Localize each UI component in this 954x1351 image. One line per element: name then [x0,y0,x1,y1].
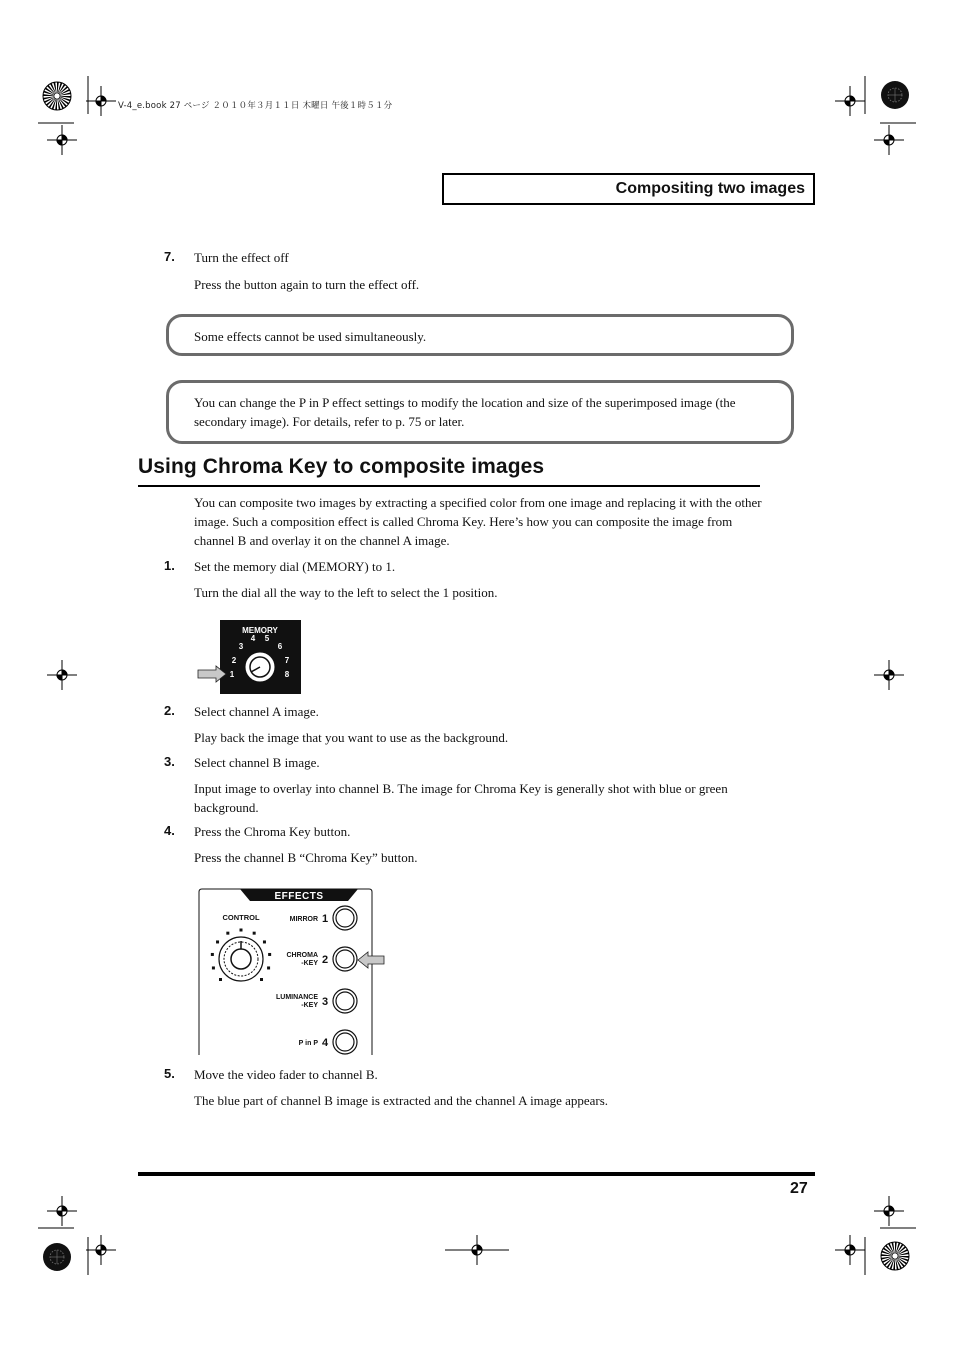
starburst-target-icon [880,1241,910,1271]
crosshair-icon [874,660,904,690]
effect-button-number: 2 [321,954,329,966]
step-body: The blue part of channel B image is extracted and the channel A image appears. [194,1093,609,1108]
dial-position-label: 3 [238,642,244,651]
effect-button-3[interactable] [276,989,357,1013]
step-body: Turn the dial all the way to the left to select the 1 position. [194,585,498,600]
knob-tick [212,966,215,969]
print-mark-text: V-4_e.book 27 ページ ２０１０年３月１１日 木曜日 午後１時５１分 [118,101,393,111]
page-number: 27 [790,1180,808,1197]
note-box [166,380,794,444]
solid-target-icon [42,1242,72,1272]
solid-target-icon [880,80,910,110]
memory-dial-illustration [196,620,306,696]
step-title: Turn the effect off [194,250,289,265]
knob-tick [226,932,229,935]
step-body: Play back the image that you want to use as the background. [194,730,509,745]
step-body: Press the button again to turn the effect off. [194,277,420,292]
intro-paragraph: You can composite two images by extracting a specified color from one image and replacing it with the other image. Such a composition effect is called Chroma Key. Here’s how you can composite the image from channel B and overlay it on the channel A image. [194,495,762,548]
effect-button-number: 4 [321,1037,329,1049]
knob-tick [253,932,256,935]
footer-rule [138,1172,815,1176]
effect-button-4[interactable] [299,1030,357,1054]
control-knob [211,929,271,982]
effect-button-1[interactable] [290,906,357,930]
step-body: Press the channel B “Chroma Key” button. [194,850,418,865]
note-text: You can change the P in P effect settings to modify the location and size of the superimposed image (the secondary image). For details, refer to p. 75 or later. [194,395,736,429]
crosshair-icon [86,1235,116,1265]
pointer-arrow-icon [358,952,384,968]
crosshair-icon [874,125,904,155]
effect-button-label: MIRROR [289,916,318,923]
effect-button-label: CHROMA [286,952,318,959]
knob-tick [268,953,271,956]
knob-tick [219,978,222,981]
step-number: 2. [164,703,175,718]
control-label: CONTROL [222,913,260,922]
knob-tick [260,978,263,981]
knob-tick [263,940,266,943]
crosshair-icon [835,86,865,116]
section-heading: Using Chroma Key to composite images [138,455,545,478]
section-header-box [442,173,815,205]
knob-tick [240,929,243,932]
dial-position-label: 7 [284,656,290,665]
dial-position-label: 1 [229,670,235,679]
effect-button-cap [336,950,354,968]
heading-rule [138,485,760,487]
crosshair-icon [835,1235,865,1265]
crosshair-icon [47,1196,77,1226]
dial-position-label: 8 [284,670,290,679]
step-title: Press the Chroma Key button. [194,824,351,839]
starburst-target-icon [42,81,72,111]
effect-button-2[interactable] [287,947,358,971]
dial-position-label: 2 [231,656,237,665]
knob-tick [267,966,270,969]
crosshair-icon [86,86,116,116]
effect-button-number: 3 [321,996,329,1008]
effect-button-number: 1 [321,913,329,925]
dial-position-label: 6 [277,642,283,651]
step-body: Input image to overlay into channel B. The image for Chroma Key is generally shot with blue or green background. [194,781,728,815]
step-title: Select channel A image. [194,704,319,719]
effect-button-cap [336,1033,354,1051]
note-box [166,314,794,356]
effect-button-label: LUMINANCE [276,994,318,1001]
dial-position-label: 4 [250,634,256,643]
effect-button-cap [336,909,354,927]
section-title: Compositing two images [615,180,805,197]
crosshair-icon [874,1196,904,1226]
step-number: 3. [164,754,175,769]
memory-dial-label: MEMORY [242,626,278,635]
effects-panel-illustration [198,888,388,1056]
step-number: 1. [164,558,175,573]
effect-button-label: P in P [298,1040,318,1047]
knob-tick [216,940,219,943]
step-number: 7. [164,249,175,264]
step-title: Set the memory dial (MEMORY) to 1. [194,559,396,574]
effects-title: EFFECTS [274,891,324,902]
note-text: Some effects cannot be used simultaneously. [194,329,427,344]
crosshair-icon [47,125,77,155]
step-number: 4. [164,823,175,838]
knob-tick [211,953,214,956]
step-number: 5. [164,1066,175,1081]
effect-button-label: -KEY [301,960,318,967]
effect-button-cap [336,992,354,1010]
step-title: Move the video fader to channel B. [194,1067,378,1082]
crosshair-icon [47,660,77,690]
step-title: Select channel B image. [194,755,320,770]
dial-position-label: 5 [264,634,270,643]
crosshair-icon [445,1235,509,1265]
effect-button-label: -KEY [301,1002,318,1009]
